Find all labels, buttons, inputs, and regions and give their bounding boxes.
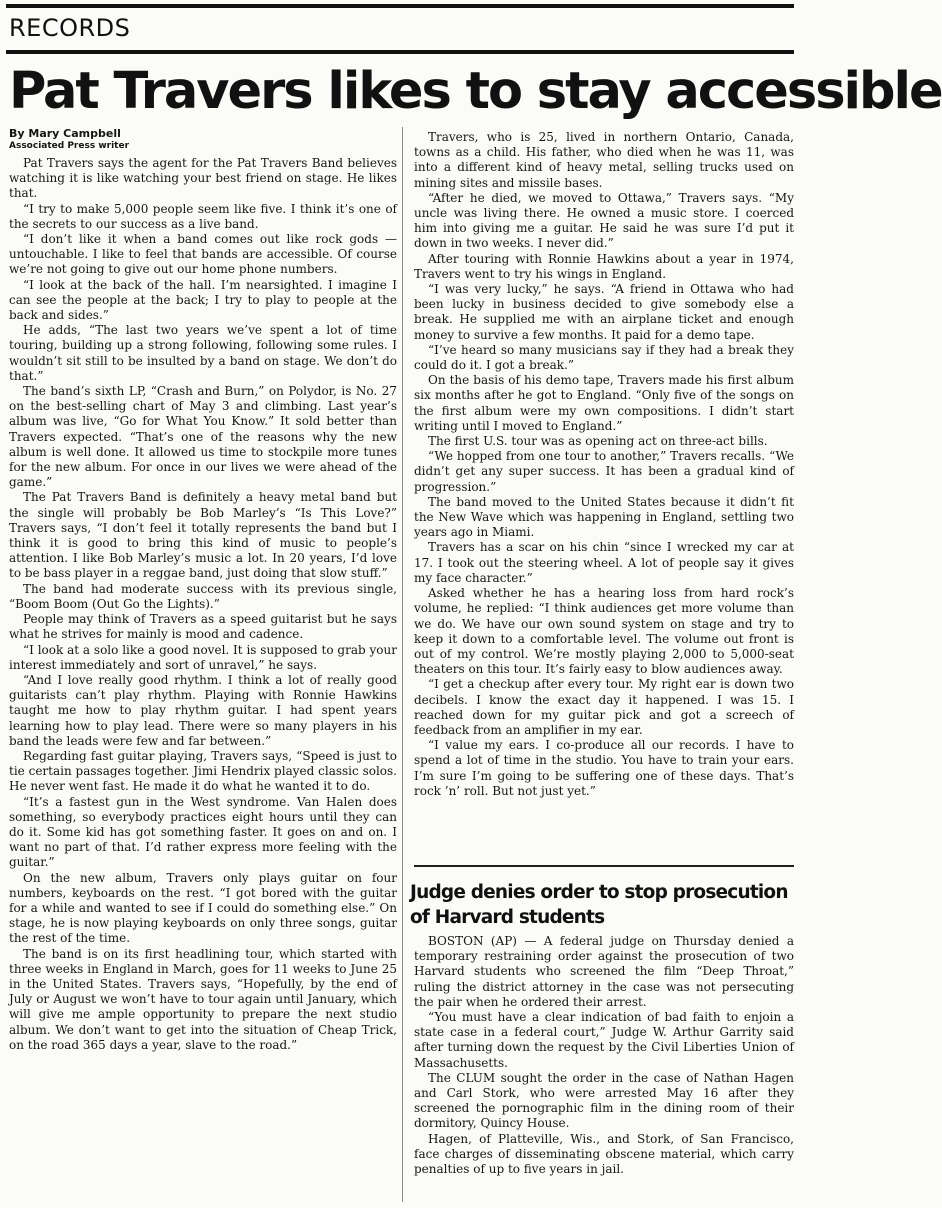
paragraph: The band had moderate success with its previous single, “Boom Boom (Out Go the Lights).” bbox=[9, 581, 397, 611]
paragraph: On the basis of his demo tape, Travers made his first album six months after he got to England. “Only five of the songs on the first album were my own compositions. I didn’t start writing until I moved to England.” bbox=[414, 373, 794, 433]
paragraph: “I look at a solo like a good novel. It is supposed to grab your interest immediately and sort of unravel,” he says. bbox=[9, 642, 397, 672]
paragraph: People may think of Travers as a speed guitarist but he says what he strives for mainly is mood and cadence. bbox=[9, 612, 397, 642]
section-label: RECORDS bbox=[9, 14, 131, 42]
paragraph: “It’s a fastest gun in the West syndrome. Van Halen does something, so everybody practices eight hours until they can do it. Some kid has got something faster. It goes on and on. I want no part of that. I’d rather express more feeling with the guitar.” bbox=[9, 794, 397, 870]
paragraph: “We hopped from one tour to another,” Travers recalls. “We didn’t get any super success. It has been a gradual kind of progression.” bbox=[414, 449, 794, 494]
paragraph: “You must have a clear indication of bad faith to enjoin a state case in a federal court,” Judge W. Arthur Garrity said after turning down the request by the Civil Liberties Union of Massachusetts. bbox=[414, 1010, 794, 1070]
paragraph: “I was very lucky,” he says. “A friend in Ottawa who had been lucky in business decided to give somebody else a break. He supplied me with an airplane ticket and enough money to survive a few months. It paid for a demo tape. bbox=[414, 282, 794, 342]
paragraph: He adds, “The last two years we’ve spent a lot of time touring, building up a strong following, following some rules. I wouldn’t sit still to be insulted by a band on stage. We don’t do that.” bbox=[9, 323, 397, 383]
paragraph: “I don’t like it when a band comes out like rock gods — untouchable. I like to feel that bands are accessible. Of course we’re not going to give out our home phone numbers. bbox=[9, 232, 397, 277]
article-right-column bbox=[414, 130, 794, 799]
paragraph: On the new album, Travers only plays guitar on four numbers, keyboards on the rest. “I got bored with the guitar for a while and wanted to see if I could do something else.” On stage, he is now playing keyboards on only three songs, guitar the rest of the time. bbox=[9, 870, 397, 946]
paragraph: After touring with Ronnie Hawkins about a year in 1974, Travers went to try his wings in England. bbox=[414, 251, 794, 281]
paragraph: The CLUM sought the order in the case of Nathan Hagen and Carl Stork, who were arrested May 16 after they screened the pornographic film in the dining room of their dormitory, Quincy House. bbox=[414, 1070, 794, 1131]
section-rule bbox=[6, 50, 794, 54]
second-headline: Judge denies order to stop prosecution of Harvard students bbox=[410, 882, 788, 928]
headline: Pat Travers likes to stay accessible bbox=[9, 62, 942, 121]
paragraph: Pat Travers says the agent for the Pat Travers Band believes watching it is like watching your best friend on stage. He likes that. bbox=[9, 156, 397, 201]
paragraph: The band is on its first headlining tour, which started with three weeks in England in March, goes for 11 weeks to June 25 in the United States. Travers says, “Hopefully, by the end of July or August we won’t have to tour again until January, which will give me ample opportunity to prepare the next studio album. We don’t want to get into the situation of Cheap Trick, on the road 365 days a year, slave to the road.” bbox=[9, 946, 397, 1052]
paragraph: Asked whether he has a hearing loss from hard rock’s volume, he replied: “I think audiences get more volume than we do. We have our own sound system on stage and try to keep it down to a comfortable level. The volume out front is out of my control. We’re mostly playing 2,000 to 5,000-seat theaters on this tour. It’s fairly easy to blow audiences away. bbox=[414, 586, 794, 677]
paragraph: BOSTON (AP) — A federal judge on Thursday denied a temporary restraining order against the prosecution of two Harvard students who screened the film “Deep Throat,” ruling the district attorney in the case was not persecuting the pair when he ordered their arrest. bbox=[414, 934, 794, 1009]
story-separator-rule bbox=[414, 865, 794, 867]
paragraph: Regarding fast guitar playing, Travers says, “Speed is just to tie certain passages together. Jimi Hendrix played classic solos. He never went fast. He made it do what he wanted it to do. bbox=[9, 748, 397, 794]
paragraph: “I’ve heard so many musicians say if they had a break they could do it. I got a break.” bbox=[414, 342, 794, 373]
article-left-column bbox=[9, 127, 397, 1053]
top-rule bbox=[6, 4, 794, 8]
paragraph: “I look at the back of the hall. I’m nearsighted. I imagine I can see the people at the back; I try to play to people at the back and sides.” bbox=[9, 277, 397, 323]
paragraph: Travers, who is 25, lived in northern Ontario, Canada, towns as a child. His father, who died when he was 11, was into a different kind of heavy metal, selling trucks used on mining sites and missile bases. bbox=[414, 130, 794, 190]
byline-credit: Associated Press writer bbox=[9, 141, 130, 151]
paragraph: The Pat Travers Band is definitely a heavy metal band but the single will probably be Bob Marley’s “Is This Love?” Travers says, “I don’t feel it totally represents the band but I think it is good to bring this kind of music to people’s attention. I like Bob Marley’s music a lot. In 20 years, I’d love to be bass player in a reggae band, just doing that slow stuff.” bbox=[9, 490, 397, 581]
paragraph: “After he died, we moved to Ottawa,” Travers says. “My uncle was living there. He owned a music store. I coerced him into giving me a guitar. He said he was sure I’d put it down in two weeks. I never did.” bbox=[414, 190, 794, 251]
second-article-body bbox=[414, 934, 794, 1177]
paragraph: The first U.S. tour was as opening act on three-act bills. bbox=[428, 434, 768, 449]
paragraph: The band’s sixth LP, “Crash and Burn,” on Polydor, is No. 27 on the best-selling chart of May 3 and climbing. Last year’s album was live, “Go for What You Know.” It sold better than Travers expected. “That’s one of the reasons why the new album is well done. It allowed us time to stockpile more tunes for the new album. For once in our lives we were ahead of the game.” bbox=[9, 384, 397, 490]
column-divider bbox=[402, 127, 403, 1202]
paragraph: Hagen, of Platteville, Wis., and Stork, of San Francisco, face charges of disseminating obscene material, which carry penalties of up to five years in jail. bbox=[414, 1131, 794, 1177]
paragraph: “I try to make 5,000 people seem like five. I think it’s one of the secrets to our success as a live band. bbox=[9, 201, 397, 231]
byline: By Mary Campbell bbox=[9, 127, 121, 140]
paragraph: “I value my ears. I co-produce all our records. I have to spend a lot of time in the studio. You have to train your ears. I’m sure I’m going to be suffering one of these days. That’s rock ’n’ roll. But not just yet.” bbox=[414, 738, 794, 798]
paragraph: “I get a checkup after every tour. My right ear is down two decibels. I know the exact day it happened. I was 15. I reached down for my guitar pick and got a screech of feedback from an amplifier in my ear. bbox=[414, 677, 794, 737]
paragraph: The band moved to the United States because it didn’t fit the New Wave which was happening in England, settling two years ago in Miami. bbox=[414, 494, 794, 540]
paragraph: “And I love really good rhythm. I think a lot of really good guitarists can’t play rhythm. Playing with Ronnie Hawkins taught me how to play rhythm guitar. I had spent years learning how to play lead. There were so many players in his band the leads were few and far between.” bbox=[9, 672, 397, 748]
paragraph: Travers has a scar on his chin “since I wrecked my car at 17. I took out the steering wheel. A lot of people say it gives my face character.” bbox=[414, 540, 794, 585]
